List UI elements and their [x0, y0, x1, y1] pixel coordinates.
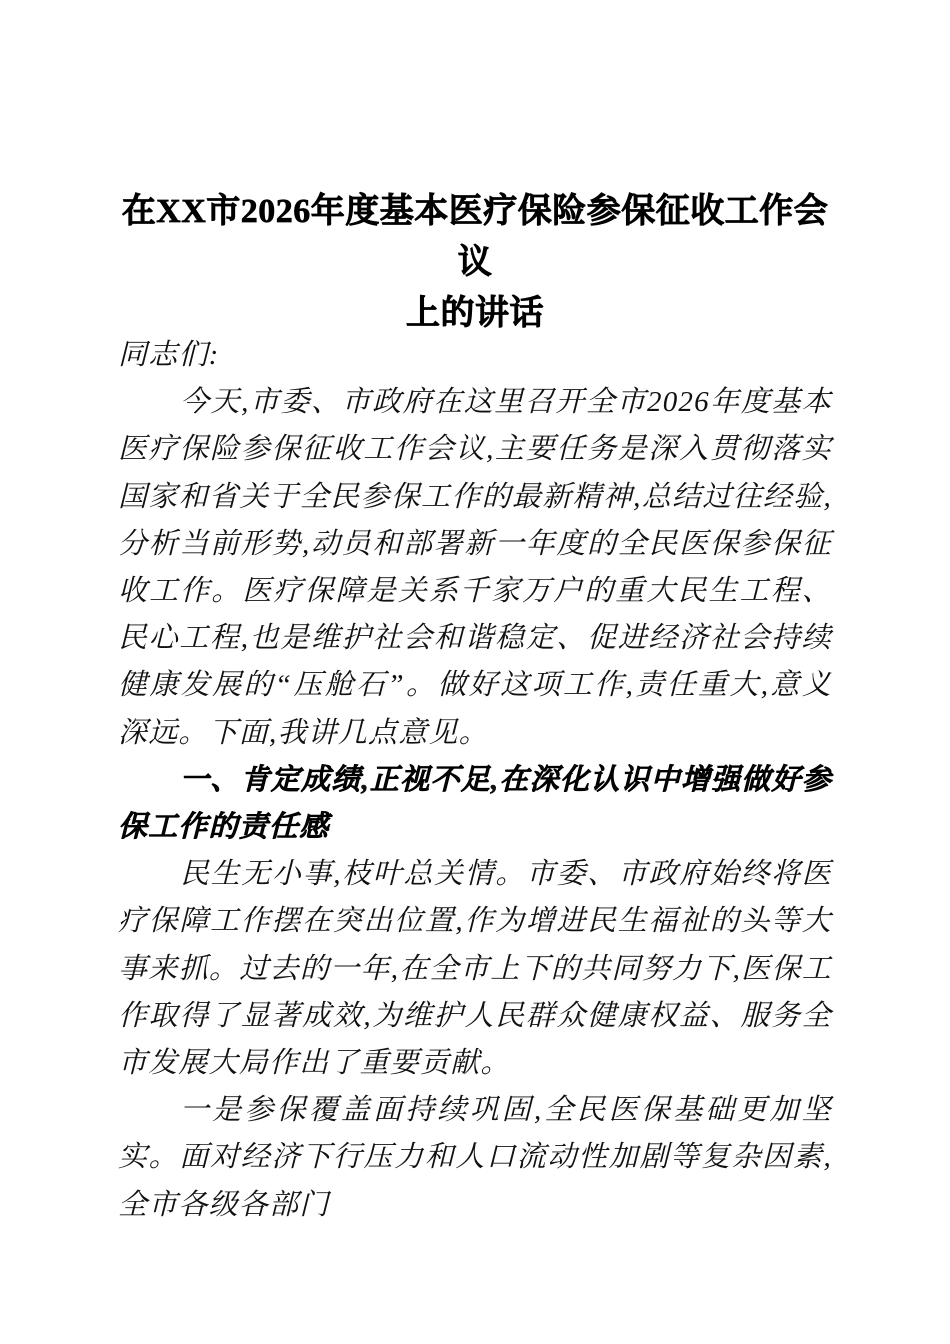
paragraph-point-one: 一是参保覆盖面持续巩固,全民医保基础更加坚实。面对经济下行压力和人口流动性加剧等复杂因素,全市各级各部门	[118, 1094, 832, 1221]
document-body	[118, 332, 832, 1229]
salutation: 同志们:	[118, 339, 220, 371]
page-title-line-2: 上的讲话	[406, 295, 544, 332]
page-title	[118, 186, 832, 339]
section-heading-one: 一、肯定成绩,正视不足,在深化认识中增强做好参保工作的责任感	[118, 763, 832, 844]
paragraph-opening: 今天,市委、市政府在这里召开全市2026年度基本医疗保险参保征收工作会议,主要任务是深入贯彻落实国家和省关于全民参保工作的最新精神,总结过往经验,分析当前形势,动员和部署新一年度的全民医保参保征收工作。医疗保障是关系千家万户的重大民生工程、民心工程,也是维护社会和谐稳定、促进经济社会持续健康发展的“压舱石”。做好这项工作,责任重大,意义深远。下面,我讲几点意见。	[118, 386, 832, 749]
page-title-line-1: 在XX市2026年度基本医疗保险参保征收工作会议	[121, 193, 829, 281]
paragraph-section-one-body: 民生无小事,枝叶总关情。市委、市政府始终将医疗保障工作摆在突出位置,作为增进民生福祉的头等大事来抓。过去的一年,在全市上下的共同努力下,医保工作取得了显著成效,为维护人民群众健康权益、服务全市发展大局作出了重要贡献。	[118, 858, 832, 1080]
